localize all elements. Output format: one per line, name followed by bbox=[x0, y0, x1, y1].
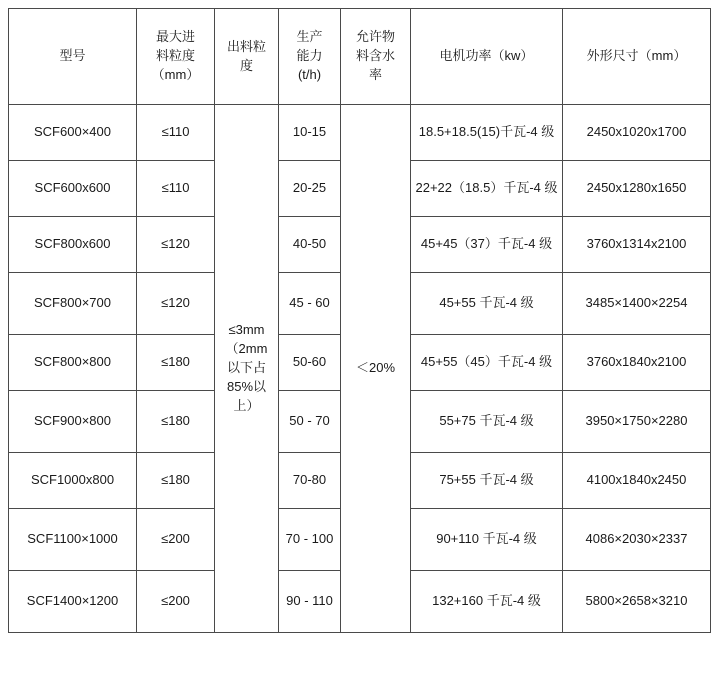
cell-dimensions: 2450x1280x1650 bbox=[563, 161, 711, 217]
cell-power: 55+75 千瓦-4 级 bbox=[411, 391, 563, 453]
cell-power: 18.5+18.5(15)千瓦-4 级 bbox=[411, 105, 563, 161]
table-header-row bbox=[9, 9, 711, 105]
column-header-capacity-line2: 能力 bbox=[296, 48, 323, 64]
cell-feed-size: ≤180 bbox=[137, 391, 215, 453]
cell-model: SCF1000x800 bbox=[9, 453, 137, 509]
cell-power: 75+55 千瓦-4 级 bbox=[411, 453, 563, 509]
cell-capacity: 70 - 100 bbox=[279, 509, 341, 571]
cell-dimensions: 5800×2658×3210 bbox=[563, 571, 711, 633]
cell-model: SCF600x600 bbox=[9, 161, 137, 217]
cell-power: 90+110 千瓦-4 级 bbox=[411, 509, 563, 571]
cell-model: SCF900×800 bbox=[9, 391, 137, 453]
cell-model: SCF800×700 bbox=[9, 273, 137, 335]
cell-feed-size: ≤200 bbox=[137, 571, 215, 633]
discharge-size-line5: 上） bbox=[233, 397, 260, 413]
cell-feed-size: ≤120 bbox=[137, 217, 215, 273]
cell-feed-size: ≤110 bbox=[137, 105, 215, 161]
cell-capacity: 50 - 70 bbox=[279, 391, 341, 453]
cell-feed-size: ≤200 bbox=[137, 509, 215, 571]
column-header-power bbox=[411, 9, 563, 105]
column-header-moisture-line2: 料含水 bbox=[355, 48, 395, 64]
discharge-size-line1: ≤3mm bbox=[228, 322, 265, 338]
column-header-moisture-line3: 率 bbox=[368, 66, 382, 82]
cell-dimensions: 3760x1840x2100 bbox=[563, 335, 711, 391]
column-header-model bbox=[9, 9, 137, 105]
column-header-discharge-size-line1: 出料粒 bbox=[226, 38, 266, 54]
cell-model: SCF1100×1000 bbox=[9, 509, 137, 571]
cell-capacity: 20-25 bbox=[279, 161, 341, 217]
column-header-moisture-line1: 允许物 bbox=[355, 29, 395, 45]
cell-capacity: 50-60 bbox=[279, 335, 341, 391]
column-header-feed-size-line3: （mm） bbox=[151, 66, 200, 82]
cell-dimensions: 3760x1314x2100 bbox=[563, 217, 711, 273]
cell-power: 45+55 千瓦-4 级 bbox=[411, 273, 563, 335]
column-header-feed-size-line1: 最大进 bbox=[155, 29, 195, 45]
discharge-size-line2: （2mm bbox=[225, 341, 268, 357]
cell-capacity: 10-15 bbox=[279, 105, 341, 161]
cell-dimensions: 4100x1840x2450 bbox=[563, 453, 711, 509]
column-header-power-label: 电机功率（kw） bbox=[439, 48, 534, 64]
column-header-dimensions bbox=[563, 9, 711, 105]
cell-discharge-size-merged bbox=[215, 105, 279, 633]
cell-model: SCF800x600 bbox=[9, 217, 137, 273]
cell-model: SCF800×800 bbox=[9, 335, 137, 391]
column-header-feed-size bbox=[137, 9, 215, 105]
cell-power: 22+22（18.5）千瓦-4 级 bbox=[411, 161, 563, 217]
cell-power: 45+55（45）千瓦-4 级 bbox=[411, 335, 563, 391]
cell-dimensions: 4086×2030×2337 bbox=[563, 509, 711, 571]
column-header-discharge-size bbox=[215, 9, 279, 105]
cell-feed-size: ≤120 bbox=[137, 273, 215, 335]
column-header-moisture bbox=[341, 9, 411, 105]
cell-capacity: 70-80 bbox=[279, 453, 341, 509]
cell-power: 45+45（37）千瓦-4 级 bbox=[411, 217, 563, 273]
discharge-size-line3: 以下占 bbox=[226, 360, 266, 376]
cell-feed-size: ≤180 bbox=[137, 335, 215, 391]
cell-capacity: 40-50 bbox=[279, 217, 341, 273]
cell-model: SCF600×400 bbox=[9, 105, 137, 161]
column-header-dimensions-label: 外形尺寸（mm） bbox=[586, 48, 687, 64]
cell-capacity: 45 - 60 bbox=[279, 273, 341, 335]
table-row bbox=[9, 105, 711, 161]
cell-capacity: 90 - 110 bbox=[279, 571, 341, 633]
column-header-capacity-line1: 生产 bbox=[296, 29, 323, 45]
cell-feed-size: ≤180 bbox=[137, 453, 215, 509]
cell-model: SCF1400×1200 bbox=[9, 571, 137, 633]
column-header-discharge-size-line2: 度 bbox=[239, 57, 253, 73]
column-header-capacity-line3: (t/h) bbox=[297, 66, 322, 82]
table-body bbox=[9, 105, 711, 633]
cell-dimensions: 3485×1400×2254 bbox=[563, 273, 711, 335]
column-header-feed-size-line2: 料粒度 bbox=[155, 48, 195, 64]
specification-table bbox=[8, 8, 711, 633]
column-header-model-label: 型号 bbox=[59, 48, 86, 64]
discharge-size-line4: 85%以 bbox=[226, 378, 267, 394]
cell-feed-size: ≤110 bbox=[137, 161, 215, 217]
cell-dimensions: 3950×1750×2280 bbox=[563, 391, 711, 453]
table-header bbox=[9, 9, 711, 105]
column-header-capacity bbox=[279, 9, 341, 105]
cell-power: 132+160 千瓦-4 级 bbox=[411, 571, 563, 633]
cell-moisture-merged: ＜20% bbox=[341, 105, 411, 633]
cell-dimensions: 2450x1020x1700 bbox=[563, 105, 711, 161]
